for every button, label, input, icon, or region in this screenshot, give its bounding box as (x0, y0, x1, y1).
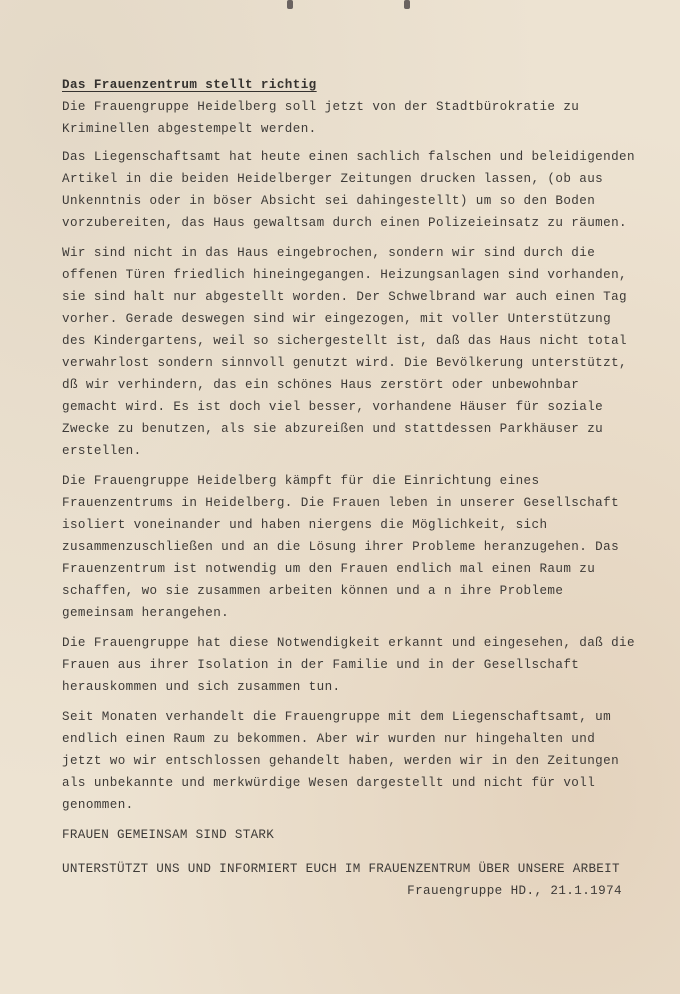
slogan: FRAUEN GEMEINSAM SIND STARK (62, 828, 275, 842)
signature: Frauengruppe HD., 21.1.1974 (407, 884, 622, 898)
paragraph-frauenzentrum: Die Frauengruppe Heidelberg kämpft für die Einrichtung eines Frauenzentrums in Heidelberg. Die Frauen leben in unserer Gesellschaft isoliert voneinander und haben niergens die Möglichkeit, sich zusammenzuschließen und an die Lösung ihrer Probleme heranzugehen. Das Frauenzentrum ist notwendig um den Frauen endlich mal einen Raum zu schaffen, wo sie zusammen arbeiten können und a n ihre Probleme gemeinsam herangehen. (62, 474, 620, 620)
document-body (62, 74, 642, 902)
paragraph-liegenschaftsamt: Das Liegenschaftsamt hat heute einen sachlich falschen und beleidigenden Artikel in die beiden Heidelberger Zeitungen drucken lassen, (ob aus Unkenntnis oder in böser Absicht sei dahingestellt) um so den Boden vorzubereiten, das Haus gewaltsam durch einen Polizeieinsatz zu räumen. (62, 150, 635, 230)
document-title: Das Frauenzentrum stellt richtig (62, 78, 317, 92)
call-to-action: UNTERSTÜTZT UNS UND INFORMIERT EUCH IM FRAUENZENTRUM ÜBER UNSERE ARBEIT (62, 862, 620, 876)
paragraph-negotiation: Seit Monaten verhandelt die Frauengruppe mit dem Liegenschaftsamt, um endlich einen Raum zu bekommen. Aber wir wurden nur hingehalten und jetzt wo wir entschlossen gehandelt haben, werden wir in den Zeitungen als unbekannte und merkwürdige Wesen dargestellt und nicht für voll genommen. (62, 710, 620, 812)
punch-mark (287, 0, 293, 9)
paragraph-necessity: Die Frauengruppe hat diese Notwendigkeit erkannt und eingesehen, daß die Frauen aus ihrer Isolation in der Familie und in der Gesellschaft herauskommen und sich zusammen tun. (62, 636, 635, 694)
footer-row (62, 880, 642, 902)
paragraph-house: Wir sind nicht in das Haus eingebrochen, sondern wir sind durch die offenen Türen friedlich hineingegangen. Heizungsanlagen sind vorhanden, sie sind halt nur abgestellt worden. Der Schwelbrand war auch einen Tag vorher. Gerade deswegen sind wir eingezogen, mit voller Unterstützung des Kindergartens, weil so sichergestellt ist, daß das Haus nicht total verwahrlost sondern sinnvoll genutzt wird. Die Bevölkerung unterstützt, dß wir verhindern, das ein schönes Haus zerstört oder unbewohnbar gemacht wird. Es ist doch viel besser, vorhandene Häuser für soziale Zwecke zu benutzen, als sie abzureißen und stattdessen Parkhäuser zu erstellen. (62, 246, 627, 458)
paragraph-intro: Die Frauengruppe Heidelberg soll jetzt von der Stadtbürokratie zu Kriminellen abgestempelt werden. (62, 100, 580, 136)
punch-mark (404, 0, 410, 9)
